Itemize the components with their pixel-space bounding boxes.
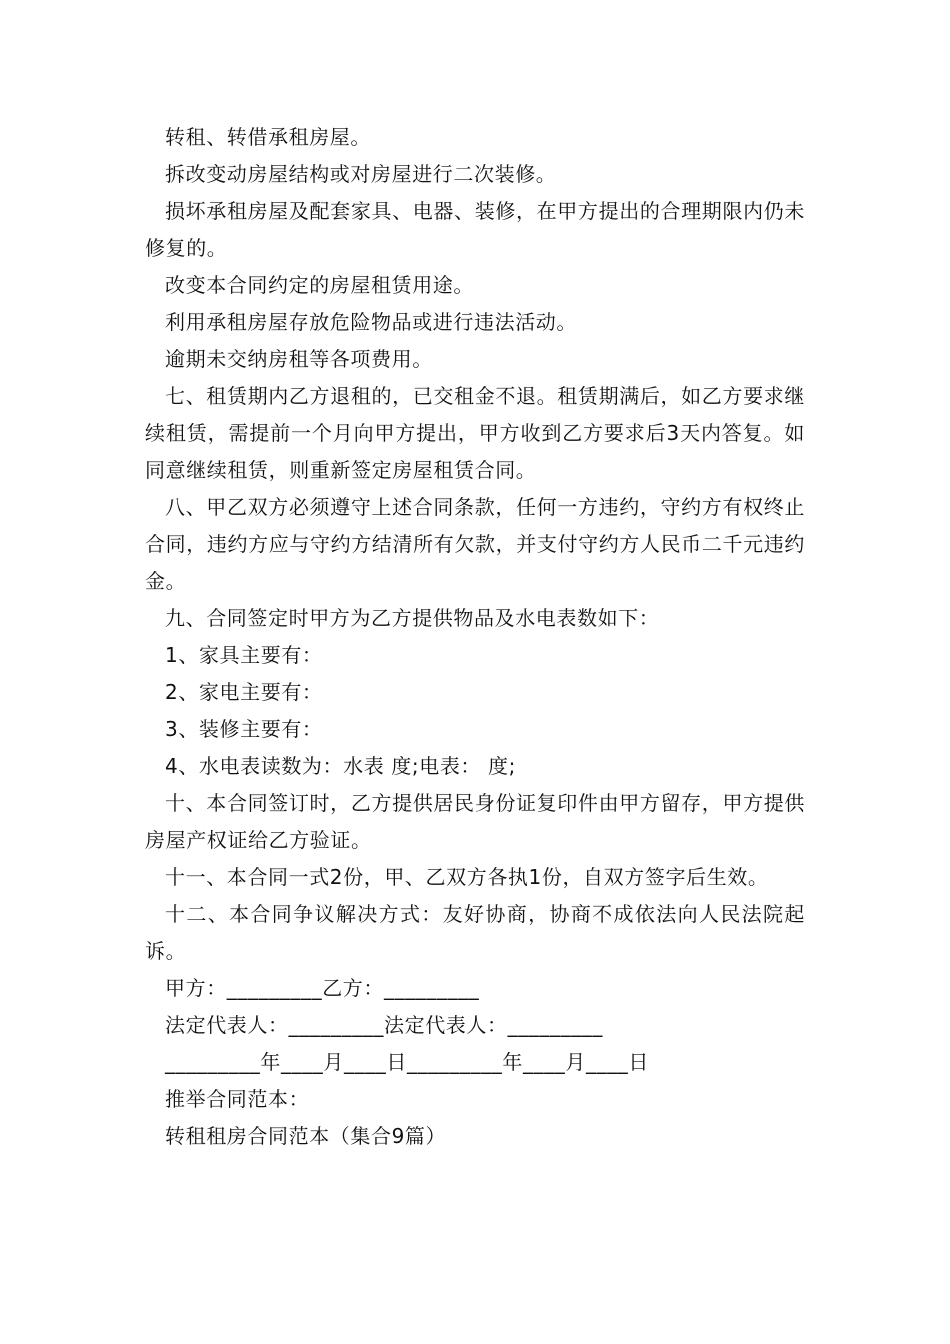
recommended-template-title: 转租租房合同范本（集合9篇） [165,1124,447,1148]
signature-representatives: 法定代表人：_________法定代表人：_________ [165,1013,603,1037]
clause-12: 十二、本合同争议解决方式：友好协商，协商不成依法向人民法院起诉。 [145,902,805,963]
clause-8: 八、甲乙双方必须遵守上述合同条款，任何一方违约，守约方有权终止合同，违约方应与守约方结清所有欠款，并支付守约方人民币二千元违约金。 [145,495,805,593]
recommended-templates-heading: 推举合同范本： [165,1087,310,1111]
paragraph-overdue-rent: 逾期未交纳房租等各项费用。 [165,347,433,371]
signature-parties: 甲方：_________乙方：_________ [165,976,480,1000]
clause-9-item-1: 1、家具主要有： [165,643,323,667]
clause-10: 十、本合同签订时，乙方提供居民身份证复印件由甲方留存，甲方提供房屋产权证给乙方验证。 [145,791,805,852]
clause-9-item-4: 4、水电表读数为：水表 度;电表： 度; [165,754,516,778]
paragraph-dangerous-goods: 利用承租房屋存放危险物品或进行违法活动。 [165,310,577,334]
clause-7: 七、租赁期内乙方退租的，已交租金不退。租赁期满后，如乙方要求继续租赁，需提前一个月向甲方提出，甲方收到乙方要求后3天内答复。如同意继续租赁，则重新签定房屋租赁合同。 [145,384,805,482]
signature-dates: _________年____月____日_________年____月____日 [165,1050,649,1074]
paragraph-alteration: 拆改变动房屋结构或对房屋进行二次装修。 [165,162,557,186]
paragraph-change-use: 改变本合同约定的房屋租赁用途。 [165,273,474,297]
clause-11: 十一、本合同一式2份，甲、乙双方各执1份，自双方签字后生效。 [165,865,769,889]
paragraph-damage: 损坏承租房屋及配套家具、电器、装修，在甲方提出的合理期限内仍未修复的。 [145,199,805,260]
clause-9: 九、合同签定时甲方为乙方提供物品及水电表数如下： [165,606,660,630]
clause-9-item-3: 3、装修主要有： [165,717,323,741]
paragraph-sublet: 转租、转借承租房屋。 [165,125,371,149]
document-body [145,119,805,1155]
clause-9-item-2: 2、家电主要有： [165,680,323,704]
